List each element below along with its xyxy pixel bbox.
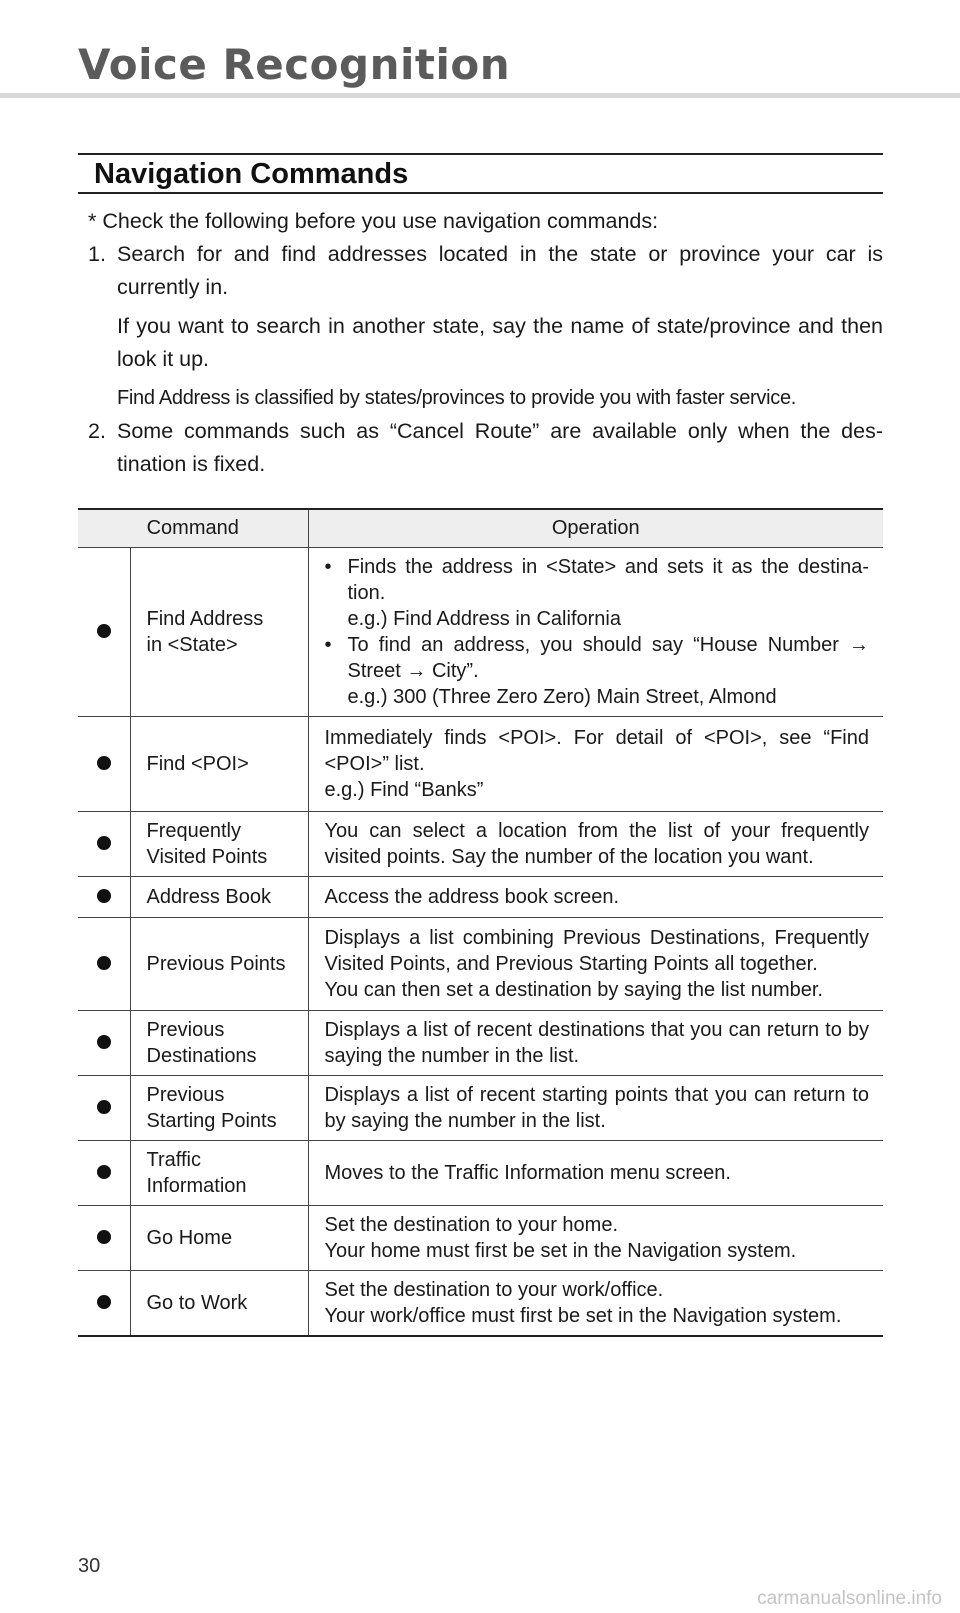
bullet-icon bbox=[97, 1230, 111, 1244]
operation-column-header: Operation bbox=[308, 509, 883, 547]
table-header-row bbox=[78, 509, 883, 547]
command-cell: Address Book bbox=[130, 876, 308, 917]
table-row bbox=[78, 811, 883, 876]
commands-table bbox=[78, 508, 883, 1337]
table-row bbox=[78, 1270, 883, 1336]
command-column-header: Command bbox=[78, 509, 308, 547]
bullet-icon bbox=[97, 756, 111, 770]
command-cell: Traffic Information bbox=[130, 1140, 308, 1205]
table-row bbox=[78, 1010, 883, 1075]
note-text: Some commands such as “Cancel Route” are available only when the des-tination is fixed. bbox=[117, 419, 883, 476]
operation-cell: Displays a list of recent starting points that you can return to by saying the number in the list. bbox=[308, 1075, 883, 1140]
section-heading bbox=[78, 153, 883, 194]
note-number: 2. bbox=[88, 419, 106, 443]
list-bullet-icon: • bbox=[324, 633, 332, 656]
note-item-2 bbox=[88, 415, 883, 481]
table-row bbox=[78, 1205, 883, 1270]
command-cell: Go to Work bbox=[130, 1270, 308, 1336]
command-cell: Previous Destinations bbox=[130, 1010, 308, 1075]
watermark-text: carmanualsonline.info bbox=[757, 1588, 942, 1609]
operation-cell: Set the destination to your home. Your home must first be set in the Navigation system. bbox=[308, 1205, 883, 1270]
table-row bbox=[78, 1075, 883, 1140]
notes-intro: * Check the following before you use navigation commands: bbox=[88, 209, 659, 233]
page-number: 30 bbox=[78, 1555, 101, 1577]
note-text: If you want to search in another state, say the name of state/province and then look it up. bbox=[117, 314, 883, 371]
note-item-1 bbox=[88, 238, 883, 415]
table-row bbox=[78, 917, 883, 1010]
page-title: Voice Recognition bbox=[78, 40, 511, 89]
operation-cell: Displays a list combining Previous Destinations, Frequently Visited Points, and Previous Starting Points all together. You can then set a destination by saying the list number. bbox=[308, 917, 883, 1010]
bullet-icon bbox=[97, 1165, 111, 1179]
command-cell: Frequently Visited Points bbox=[130, 811, 308, 876]
operation-cell: You can select a location from the list of your frequently visited points. Say the number of the location you want. bbox=[308, 811, 883, 876]
bullet-icon bbox=[97, 889, 111, 903]
note-text: Search for and find addresses located in the state or province your car is currently in. bbox=[117, 242, 883, 299]
table-row bbox=[78, 1140, 883, 1205]
command-cell: Previous Points bbox=[130, 917, 308, 1010]
table-row bbox=[78, 716, 883, 811]
command-cell: Previous Starting Points bbox=[130, 1075, 308, 1140]
command-cell: Find <POI> bbox=[130, 716, 308, 811]
operation-cell: Moves to the Traffic Information menu screen. bbox=[308, 1140, 883, 1205]
table-row bbox=[78, 547, 883, 716]
bullet-icon bbox=[97, 836, 111, 850]
bullet-icon bbox=[97, 1100, 111, 1114]
list-bullet-icon: • bbox=[324, 555, 332, 578]
bullet-icon bbox=[97, 1035, 111, 1049]
operation-cell: Displays a list of recent destinations that you can return to by saying the number in the list. bbox=[308, 1010, 883, 1075]
command-cell: Find Address in <State> bbox=[130, 547, 308, 716]
section-title: Navigation Commands bbox=[94, 158, 409, 190]
title-divider bbox=[0, 93, 960, 98]
bullet-icon bbox=[97, 624, 111, 638]
operation-cell: • Finds the address in <State> and sets it as the destina-tion. e.g.) Find Address in California • To find an address, you should say “House Number → Street → City”. e.g.) 300 (Three Zero Zero) Main Street, Almond bbox=[308, 547, 883, 716]
operation-cell: Immediately finds <POI>. For detail of <POI>, see “Find <POI>” list. e.g.) Find “Banks” bbox=[308, 716, 883, 811]
operation-cell: Set the destination to your work/office. Your work/office must first be set in the Navigation system. bbox=[308, 1270, 883, 1336]
command-cell: Go Home bbox=[130, 1205, 308, 1270]
note-text: Find Address is classified by states/provinces to provide you with faster service. bbox=[117, 387, 797, 409]
notes-block bbox=[88, 205, 883, 481]
bullet-icon bbox=[97, 1295, 111, 1309]
bullet-icon bbox=[97, 956, 111, 970]
operation-cell: Access the address book screen. bbox=[308, 876, 883, 917]
note-number: 1. bbox=[88, 242, 106, 266]
table-row bbox=[78, 876, 883, 917]
